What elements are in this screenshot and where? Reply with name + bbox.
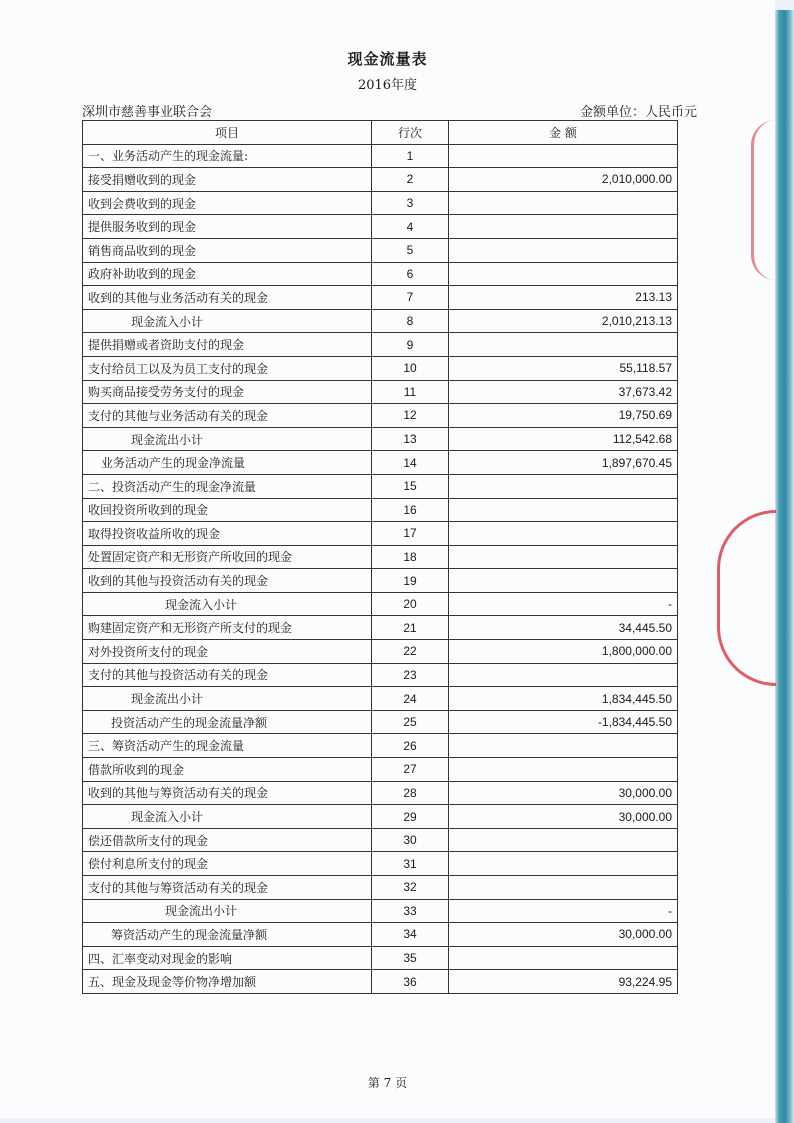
row-amount: 2,010,213.13 bbox=[449, 309, 678, 333]
row-line: 25 bbox=[372, 710, 449, 734]
row-amount: 30,000.00 bbox=[449, 923, 678, 947]
row-amount bbox=[449, 828, 678, 852]
table-row-section bbox=[83, 734, 678, 758]
table-row-subtotal bbox=[83, 309, 678, 333]
row-item: 购建固定资产和无形资产所支付的现金 bbox=[83, 616, 372, 640]
row-item: 五、现金及现金等价物净增加额 bbox=[83, 970, 372, 994]
row-amount: 55,118.57 bbox=[449, 356, 678, 380]
header-item: 项目 bbox=[83, 121, 372, 145]
table-row bbox=[83, 144, 678, 168]
row-amount bbox=[449, 946, 678, 970]
row-amount bbox=[449, 522, 678, 546]
page-number: 第 7 页 bbox=[367, 1076, 408, 1090]
header-amount: 金 额 bbox=[449, 121, 678, 145]
row-line: 34 bbox=[372, 923, 449, 947]
row-item: 二、投资活动产生的现金净流量 bbox=[83, 474, 372, 498]
row-amount: - bbox=[449, 899, 678, 923]
row-item: 销售商品收到的现金 bbox=[83, 238, 372, 262]
row-line: 28 bbox=[372, 781, 449, 805]
table-row-net bbox=[83, 923, 678, 947]
row-item: 对外投资所支付的现金 bbox=[83, 640, 372, 664]
table-row bbox=[83, 215, 678, 239]
table-row bbox=[83, 238, 678, 262]
table-row-section bbox=[83, 946, 678, 970]
table-row bbox=[83, 876, 678, 900]
row-item: 四、汇率变动对现金的影响 bbox=[83, 946, 372, 970]
row-item: 偿付利息所支付的现金 bbox=[83, 852, 372, 876]
table-row-subtotal bbox=[83, 592, 678, 616]
table-row bbox=[83, 852, 678, 876]
row-line: 10 bbox=[372, 356, 449, 380]
row-item: 处置固定资产和无形资产所收回的现金 bbox=[83, 545, 372, 569]
table-row bbox=[83, 286, 678, 310]
header-line: 行次 bbox=[372, 121, 449, 145]
row-item: 收到会费收到的现金 bbox=[83, 191, 372, 215]
table-row bbox=[83, 498, 678, 522]
table-row bbox=[83, 828, 678, 852]
row-line: 24 bbox=[372, 687, 449, 711]
currency-unit: 金额单位：人民币元 bbox=[579, 105, 697, 120]
row-item: 取得投资收益所收的现金 bbox=[83, 522, 372, 546]
row-amount: 1,897,670.45 bbox=[449, 451, 678, 475]
table-row bbox=[83, 545, 678, 569]
row-line: 33 bbox=[372, 899, 449, 923]
row-line: 16 bbox=[372, 498, 449, 522]
row-item: 提供捐赠或者资助支付的现金 bbox=[83, 333, 372, 357]
table-row bbox=[83, 168, 678, 192]
row-amount bbox=[449, 734, 678, 758]
table-row-subtotal bbox=[83, 899, 678, 923]
row-item: 借款所收到的现金 bbox=[83, 758, 372, 782]
row-item: 政府补助收到的现金 bbox=[83, 262, 372, 286]
row-amount bbox=[449, 498, 678, 522]
row-amount: 112,542.68 bbox=[449, 427, 678, 451]
table-row-subtotal bbox=[83, 687, 678, 711]
row-line: 5 bbox=[372, 238, 449, 262]
row-amount: 213.13 bbox=[449, 286, 678, 310]
row-item: 筹资活动产生的现金流量净额 bbox=[83, 923, 372, 947]
row-amount: 30,000.00 bbox=[449, 781, 678, 805]
cash-flow-table bbox=[82, 120, 678, 994]
table-row bbox=[83, 522, 678, 546]
row-line: 9 bbox=[372, 333, 449, 357]
stamp-mark-top bbox=[751, 120, 776, 280]
row-item: 现金流出小计 bbox=[83, 687, 372, 711]
row-amount: 19,750.69 bbox=[449, 404, 678, 428]
row-line: 22 bbox=[372, 640, 449, 664]
row-amount bbox=[449, 238, 678, 262]
row-item: 收到的其他与投资活动有关的现金 bbox=[83, 569, 372, 593]
row-item: 三、筹资活动产生的现金流量 bbox=[83, 734, 372, 758]
row-line: 1 bbox=[372, 144, 449, 168]
table-row bbox=[83, 569, 678, 593]
table-row-net bbox=[83, 451, 678, 475]
row-amount: - bbox=[449, 592, 678, 616]
report-year: 2016年度 bbox=[357, 78, 418, 93]
row-line: 18 bbox=[372, 545, 449, 569]
table-row bbox=[83, 333, 678, 357]
row-line: 11 bbox=[372, 380, 449, 404]
row-amount bbox=[449, 663, 678, 687]
row-line: 3 bbox=[372, 191, 449, 215]
row-item: 偿还借款所支付的现金 bbox=[83, 828, 372, 852]
row-line: 19 bbox=[372, 569, 449, 593]
row-line: 14 bbox=[372, 451, 449, 475]
row-line: 30 bbox=[372, 828, 449, 852]
row-amount bbox=[449, 215, 678, 239]
official-seal-stamp bbox=[717, 510, 776, 686]
row-item: 一、业务活动产生的现金流量: bbox=[83, 144, 372, 168]
row-item: 支付给员工以及为员工支付的现金 bbox=[83, 356, 372, 380]
row-amount: 2,010,000.00 bbox=[449, 168, 678, 192]
table-row bbox=[83, 380, 678, 404]
row-item: 购买商品接受劳务支付的现金 bbox=[83, 380, 372, 404]
binding-edge bbox=[775, 10, 794, 1123]
row-line: 27 bbox=[372, 758, 449, 782]
row-amount bbox=[449, 474, 678, 498]
row-line: 35 bbox=[372, 946, 449, 970]
row-item: 投资活动产生的现金流量净额 bbox=[83, 710, 372, 734]
table-row-section bbox=[83, 970, 678, 994]
row-amount: 34,445.50 bbox=[449, 616, 678, 640]
row-line: 26 bbox=[372, 734, 449, 758]
table-row bbox=[83, 191, 678, 215]
row-line: 17 bbox=[372, 522, 449, 546]
row-item: 收到的其他与业务活动有关的现金 bbox=[83, 286, 372, 310]
table-row bbox=[83, 356, 678, 380]
table-row-net bbox=[83, 710, 678, 734]
row-item: 现金流出小计 bbox=[83, 899, 372, 923]
row-line: 32 bbox=[372, 876, 449, 900]
row-amount bbox=[449, 569, 678, 593]
table-row-subtotal bbox=[83, 427, 678, 451]
row-line: 6 bbox=[372, 262, 449, 286]
row-amount bbox=[449, 262, 678, 286]
row-item: 现金流入小计 bbox=[83, 805, 372, 829]
row-amount: 1,834,445.50 bbox=[449, 687, 678, 711]
table-row-subtotal bbox=[83, 805, 678, 829]
row-line: 31 bbox=[372, 852, 449, 876]
row-amount bbox=[449, 876, 678, 900]
row-amount: -1,834,445.50 bbox=[449, 710, 678, 734]
row-line: 21 bbox=[372, 616, 449, 640]
row-line: 23 bbox=[372, 663, 449, 687]
row-line: 12 bbox=[372, 404, 449, 428]
row-item: 收回投资所收到的现金 bbox=[83, 498, 372, 522]
table-row bbox=[83, 758, 678, 782]
row-line: 4 bbox=[372, 215, 449, 239]
row-amount: 37,673.42 bbox=[449, 380, 678, 404]
row-amount: 30,000.00 bbox=[449, 805, 678, 829]
page-title: 现金流量表 bbox=[347, 50, 428, 68]
row-amount bbox=[449, 758, 678, 782]
row-item: 支付的其他与筹资活动有关的现金 bbox=[83, 876, 372, 900]
row-item: 现金流入小计 bbox=[83, 309, 372, 333]
row-item: 现金流出小计 bbox=[83, 427, 372, 451]
row-amount bbox=[449, 144, 678, 168]
row-amount: 1,800,000.00 bbox=[449, 640, 678, 664]
row-item: 业务活动产生的现金净流量 bbox=[83, 451, 372, 475]
table-row bbox=[83, 404, 678, 428]
row-amount bbox=[449, 333, 678, 357]
row-item: 支付的其他与业务活动有关的现金 bbox=[83, 404, 372, 428]
row-line: 36 bbox=[372, 970, 449, 994]
row-item: 支付的其他与投资活动有关的现金 bbox=[83, 663, 372, 687]
table-row bbox=[83, 781, 678, 805]
row-item: 现金流入小计 bbox=[83, 592, 372, 616]
row-amount bbox=[449, 852, 678, 876]
table-row bbox=[83, 616, 678, 640]
row-line: 8 bbox=[372, 309, 449, 333]
table-row bbox=[83, 640, 678, 664]
row-line: 15 bbox=[372, 474, 449, 498]
row-line: 13 bbox=[372, 427, 449, 451]
table-row bbox=[83, 663, 678, 687]
table-header-row bbox=[83, 121, 678, 145]
row-item: 接受捐赠收到的现金 bbox=[83, 168, 372, 192]
organization-name: 深圳市慈善事业联合会 bbox=[82, 105, 213, 120]
row-line: 20 bbox=[372, 592, 449, 616]
row-amount bbox=[449, 545, 678, 569]
row-line: 29 bbox=[372, 805, 449, 829]
table-row bbox=[83, 262, 678, 286]
row-line: 2 bbox=[372, 168, 449, 192]
row-item: 收到的其他与筹资活动有关的现金 bbox=[83, 781, 372, 805]
row-line: 7 bbox=[372, 286, 449, 310]
row-amount: 93,224.95 bbox=[449, 970, 678, 994]
row-amount bbox=[449, 191, 678, 215]
table-row-section bbox=[83, 474, 678, 498]
row-item: 提供服务收到的现金 bbox=[83, 215, 372, 239]
table-body bbox=[83, 144, 678, 993]
